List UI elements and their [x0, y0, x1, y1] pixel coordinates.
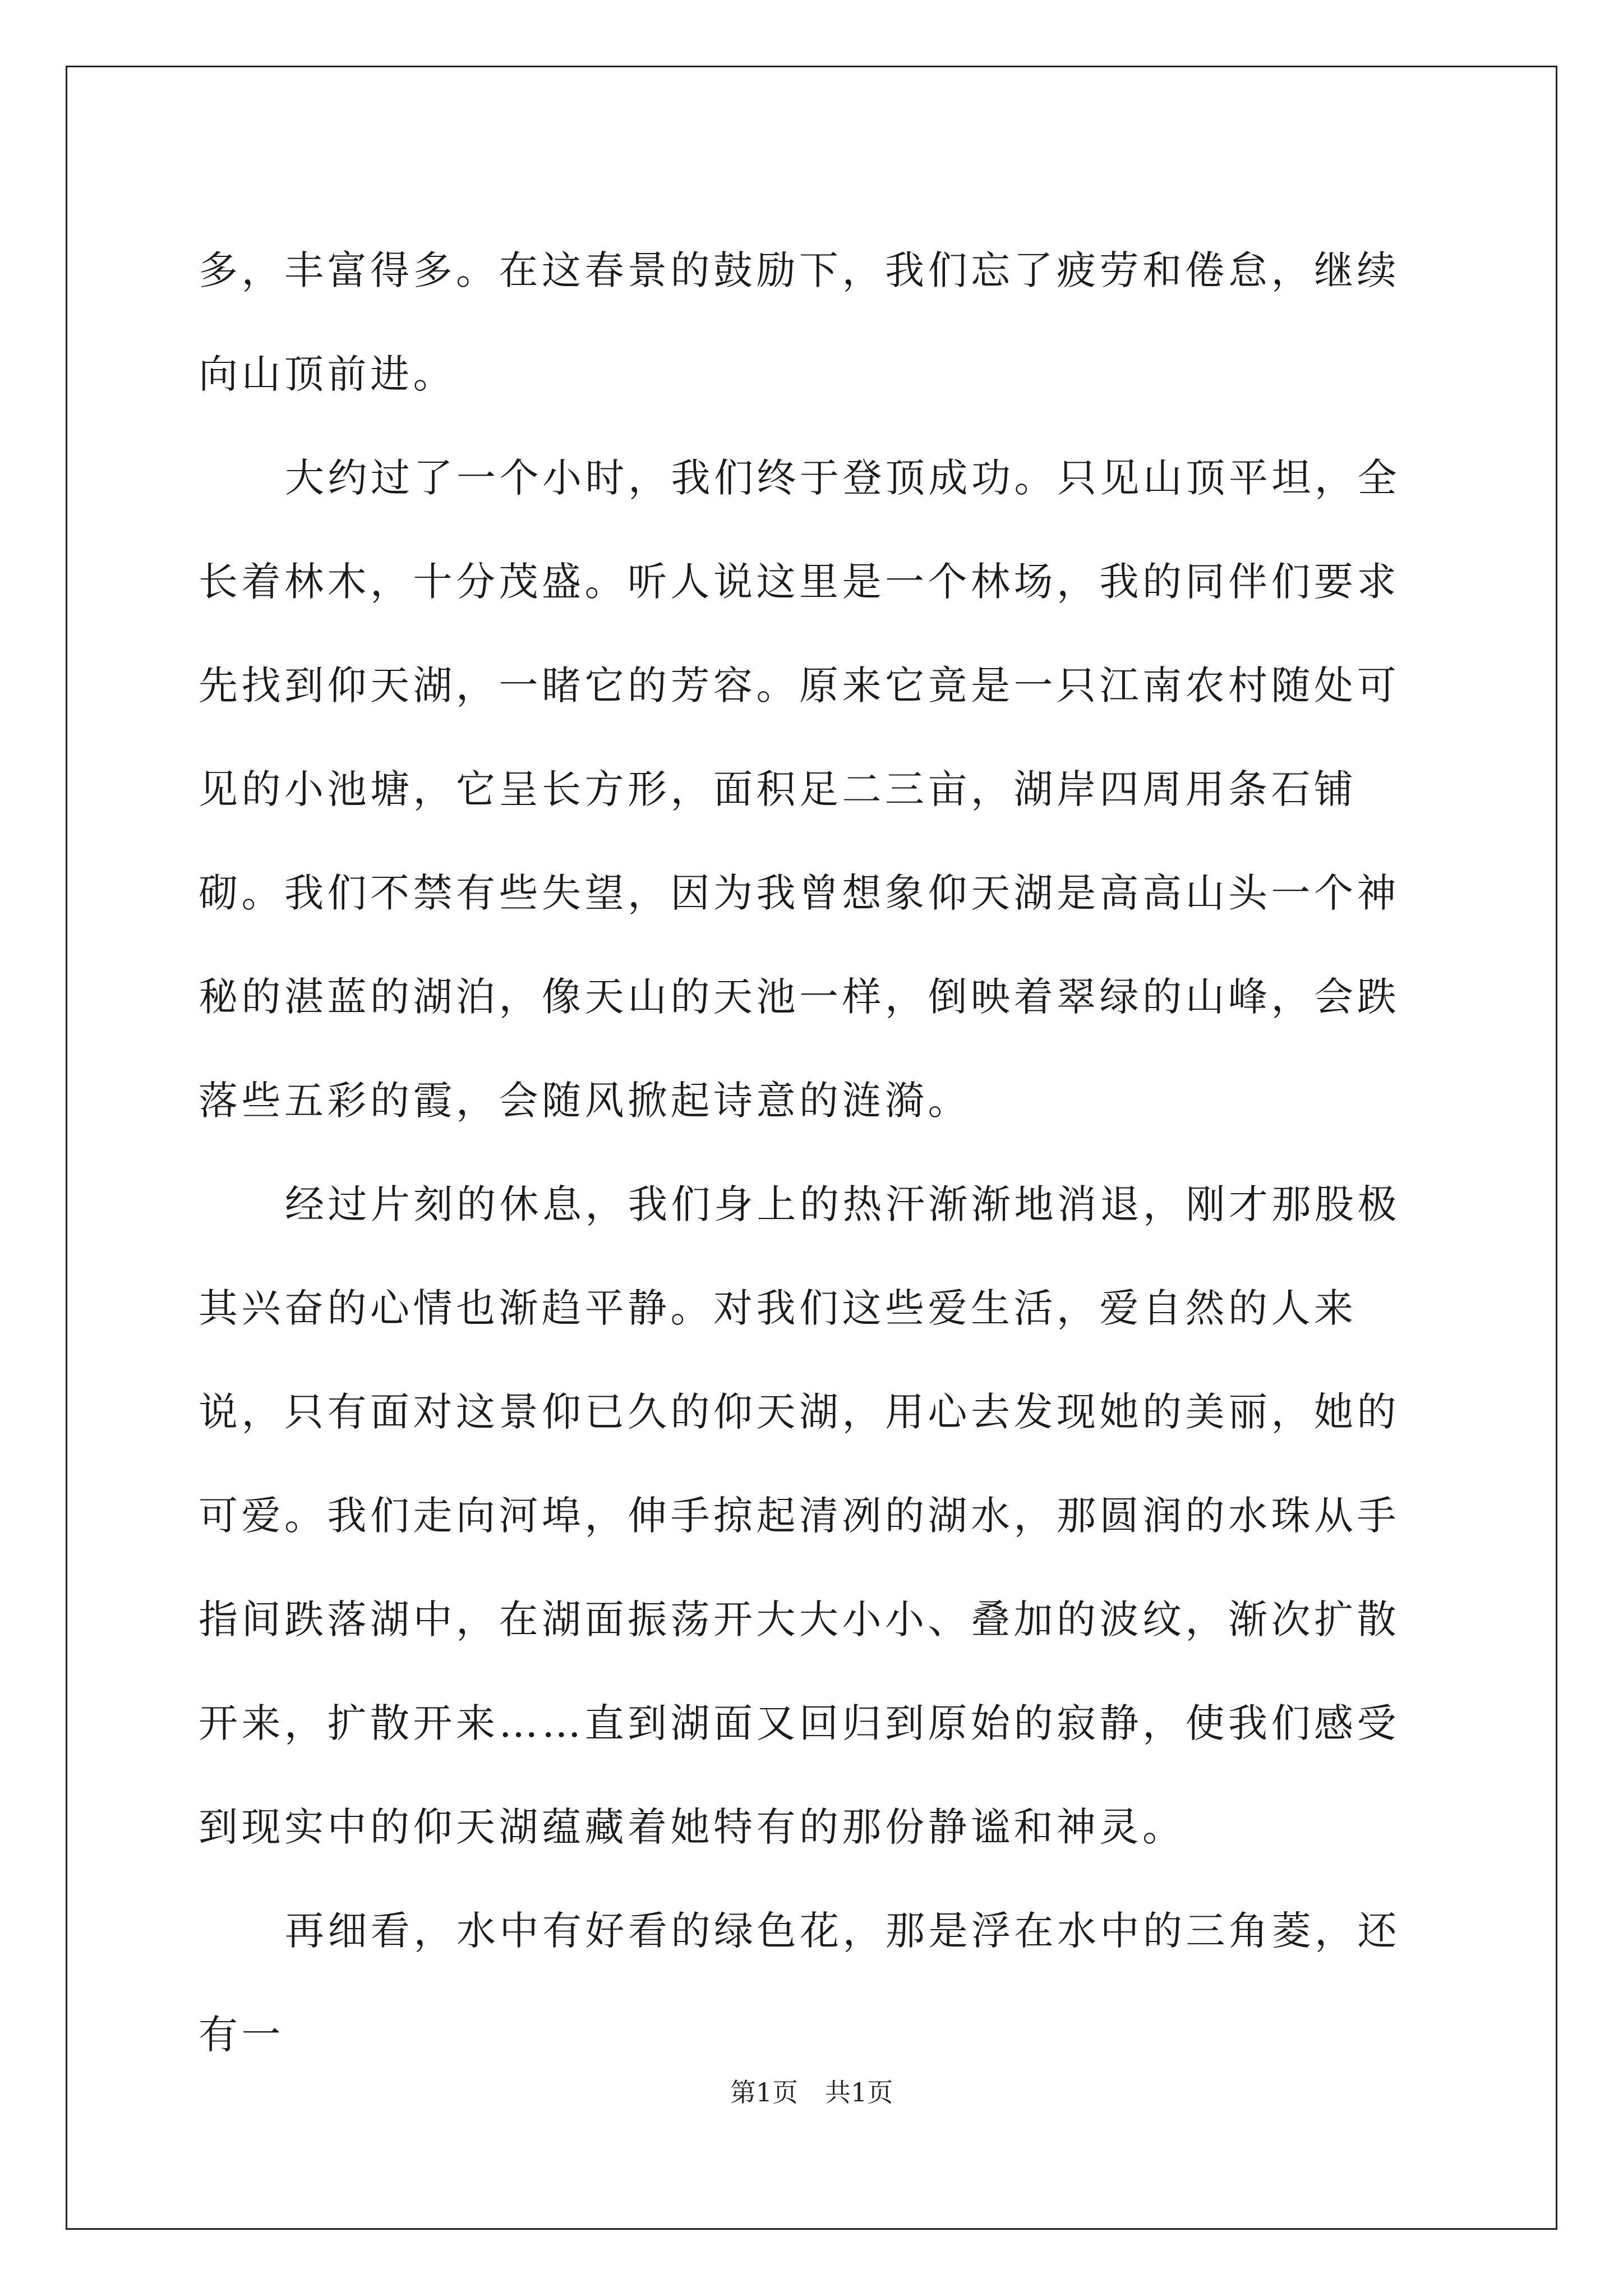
paragraph: 多，丰富得多。在这春景的鼓励下，我们忘了疲劳和倦怠，继续向山顶前进。 [199, 247, 1400, 397]
page-footer [0, 2076, 1623, 2109]
paragraph: 再细看，水中有好看的绿色花，那是浮在水中的三角菱，还有一 [199, 1908, 1400, 2058]
paragraph: 经过片刻的休息，我们身上的热汗渐渐地消退，刚才那股极其兴奋的心情也渐趋平静。对我们这些爱生活，爱自然的人来说，只有面对这景仰已久的仰天湖，用心去发现她的美丽，她的可爱。我们走向河埠，伸手掠起清冽的湖水，那圆润的水珠从手指间跌落湖中，在湖面振荡开大大小小、叠加的波纹，渐次扩散开来，扩散开来……直到湖面又回归到原始的寂静，使我们感受到现实中的仰天湖蕴藏着她特有的那份静谧和神灵。 [199, 1181, 1400, 1850]
page-total: 共1页 [825, 2077, 893, 2108]
document-body [199, 219, 1432, 2087]
paragraph: 大约过了一个小时，我们终于登顶成功。只见山顶平坦，全长着林木，十分茂盛。听人说这里是一个林场，我的同伴们要求先找到仰天湖，一睹它的芳容。原来它竟是一只江南农村随处可见的小池塘，它呈长方形，面积足二三亩，湖岸四周用条石铺砌。我们不禁有些失望，因为我曾想象仰天湖是高高山头一个神秘的湛蓝的湖泊，像天山的天池一样，倒映着翠绿的山峰，会跌落些五彩的霞，会随风掀起诗意的涟漪。 [199, 455, 1400, 1124]
page-number: 第1页 [730, 2077, 798, 2108]
